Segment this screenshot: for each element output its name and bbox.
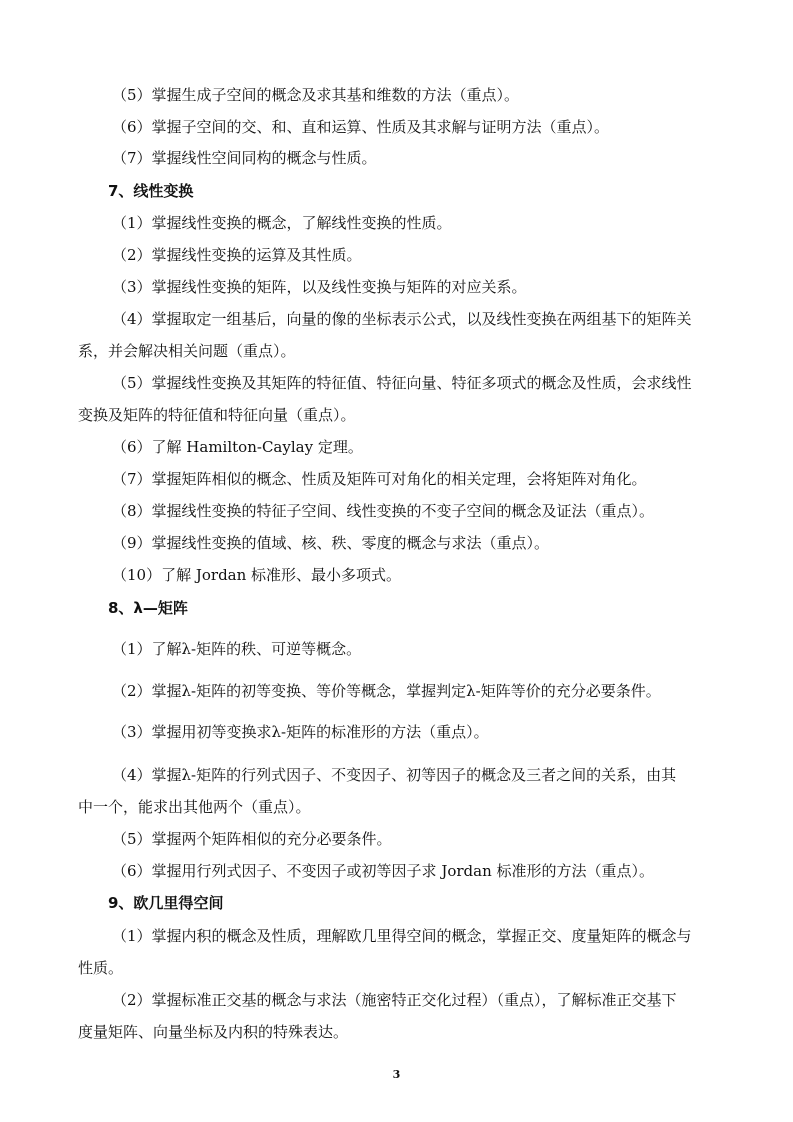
text-line: （8）掌握线性变换的特征子空间、线性变换的不变子空间的概念及证法（重点）。 [112,502,655,520]
text-line: （3）掌握线性变换的矩阵，以及线性变换与矩阵的对应关系。 [112,278,527,296]
text-line: （9）掌握线性变换的值域、核、秩、零度的概念与求法（重点）。 [112,534,550,552]
text-line: （5）掌握两个矩阵相似的充分必要条件。 [112,830,392,848]
text-line: （7）掌握矩阵相似的概念、性质及矩阵可对角化的相关定理，会将矩阵对角化。 [112,470,647,488]
text-line: （7）掌握线性空间同构的概念与性质。 [112,149,377,167]
text-line: （6）掌握用行列式因子、不变因子或初等因子求 Jordan 标准形的方法（重点）。 [112,862,655,880]
text-line: （2）掌握标准正交基的概念与求法（施密特正交化过程）（重点），了解标准正交基下 [112,991,677,1009]
section-heading: 8、λ—矩阵 [108,599,188,617]
text-line: （2）掌握λ-矩阵的初等变换、等价等概念，掌握判定λ-矩阵等价的充分必要条件。 [112,682,661,700]
text-line: （10）了解 Jordan 标准形、最小多项式。 [112,566,402,584]
text-line: （2）掌握线性变换的运算及其性质。 [112,246,362,264]
text-line: （1）了解λ-矩阵的秩、可逆等概念。 [112,640,362,658]
text-line: （3）掌握用初等变换求λ-矩阵的标准形的方法（重点）。 [112,723,489,741]
text-line: （6）掌握子空间的交、和、直和运算、性质及其求解与证明方法（重点）。 [112,118,610,136]
text-line: 中一个，能求出其他两个（重点）。 [78,798,311,816]
text-line: 度量矩阵、向量坐标及内积的特殊表达。 [78,1023,349,1041]
text-line: （4）掌握λ-矩阵的行列式因子、不变因子、初等因子的概念及三者之间的关系，由其 [112,766,677,784]
text-line: 系，并会解决相关问题（重点）。 [78,342,296,360]
text-line: （4）掌握取定一组基后，向量的像的坐标表示公式，以及线性变换在两组基下的矩阵关 [112,310,692,328]
text-line: （5）掌握线性变换及其矩阵的特征值、特征向量、特征多项式的概念及性质，会求线性 [112,374,692,392]
section-heading: 9、欧几里得空间 [108,894,224,912]
text-line: （1）掌握内积的概念及性质，理解欧几里得空间的概念，掌握正交、度量矩阵的概念与 [112,927,692,945]
text-line: （6）了解 Hamilton-Caylay 定理。 [112,438,363,456]
text-line: （5）掌握生成子空间的概念及求其基和维数的方法（重点）。 [112,86,520,104]
section-heading: 7、线性变换 [108,182,194,200]
page-number: 3 [392,1068,401,1081]
text-line: 性质。 [78,959,124,977]
text-line: 变换及矩阵的特征值和特征向量（重点）。 [78,406,356,424]
text-line: （1）掌握线性变换的概念，了解线性变换的性质。 [112,214,452,232]
